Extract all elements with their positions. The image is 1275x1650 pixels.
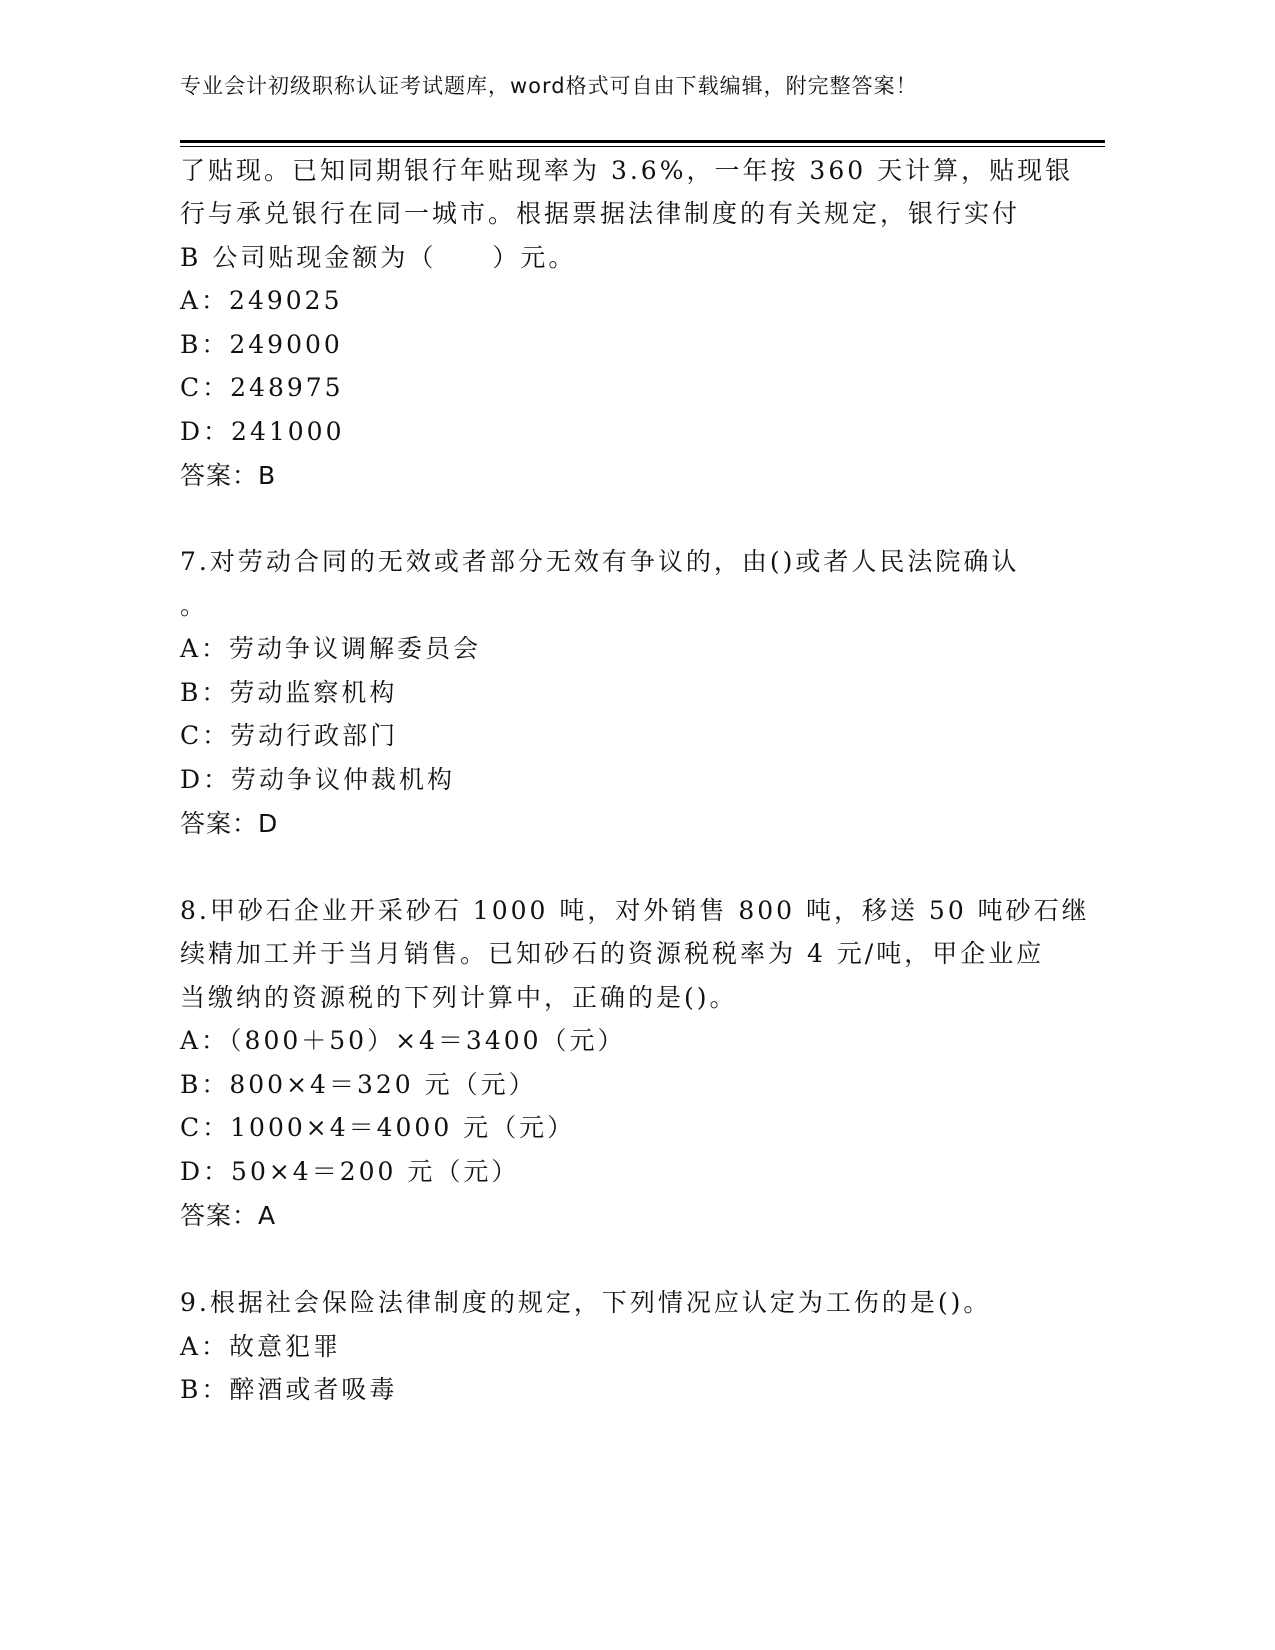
- question-6-option-c: C：248975: [180, 373, 344, 402]
- question-9-text-line-1: 9.根据社会保险法律制度的规定，下列情况应认定为工伤的是()。: [180, 1288, 992, 1317]
- question-8-text-line-1: 8.甲砂石企业开采砂石 1000 吨，对外销售 800 吨，移送 50 吨砂石继: [180, 896, 1090, 925]
- question-6-text-line-1: 了贴现。已知同期银行年贴现率为 3.6%，一年按 360 天计算，贴现银: [180, 156, 1074, 185]
- question-8-option-c: C：1000×4＝4000 元（元）: [180, 1113, 576, 1142]
- header-rule-thin: [180, 146, 1105, 147]
- question-6-option-d: D：241000: [180, 417, 345, 446]
- question-7-option-d: D：劳动争议仲裁机构: [180, 765, 456, 794]
- question-8-text-line-2: 续精加工并于当月销售。已知砂石的资源税税率为 4 元/吨，甲企业应: [180, 939, 1045, 968]
- question-8-answer: 答案：A: [180, 1201, 277, 1230]
- question-9-option-b: B：醉酒或者吸毒: [180, 1375, 398, 1404]
- question-8-option-a: A：（800＋50）×4＝3400（元）: [180, 1026, 626, 1055]
- question-6-text-line-3: B 公司贴现金额为（ ）元。: [180, 243, 577, 272]
- question-9-option-a: A：故意犯罪: [180, 1332, 342, 1361]
- question-6-text-line-2: 行与承兑银行在同一城市。根据票据法律制度的有关规定，银行实付: [180, 199, 1021, 228]
- question-7-answer: 答案：D: [180, 809, 279, 838]
- question-8-text-line-3: 当缴纳的资源税的下列计算中，正确的是()。: [180, 983, 738, 1012]
- question-7-text-line-1: 7.对劳动合同的无效或者部分无效有争议的，由()或者人民法院确认: [180, 547, 1020, 576]
- question-7-text-line-2: 。: [180, 591, 209, 620]
- question-7-option-a: A：劳动争议调解委员会: [180, 634, 482, 663]
- question-6-option-a: A：249025: [180, 286, 343, 315]
- question-6-option-b: B：249000: [180, 330, 343, 359]
- question-8-option-b: B：800×4＝320 元（元）: [180, 1070, 537, 1099]
- question-6-answer: 答案：B: [180, 461, 277, 490]
- question-7-option-c: C：劳动行政部门: [180, 721, 399, 750]
- question-8-option-d: D：50×4＝200 元（元）: [180, 1157, 520, 1186]
- page-header: 专业会计初级职称认证考试题库，word格式可自由下载编辑，附完整答案！: [180, 74, 918, 98]
- question-7-option-b: B：劳动监察机构: [180, 678, 398, 707]
- header-rule-thick: [180, 140, 1105, 143]
